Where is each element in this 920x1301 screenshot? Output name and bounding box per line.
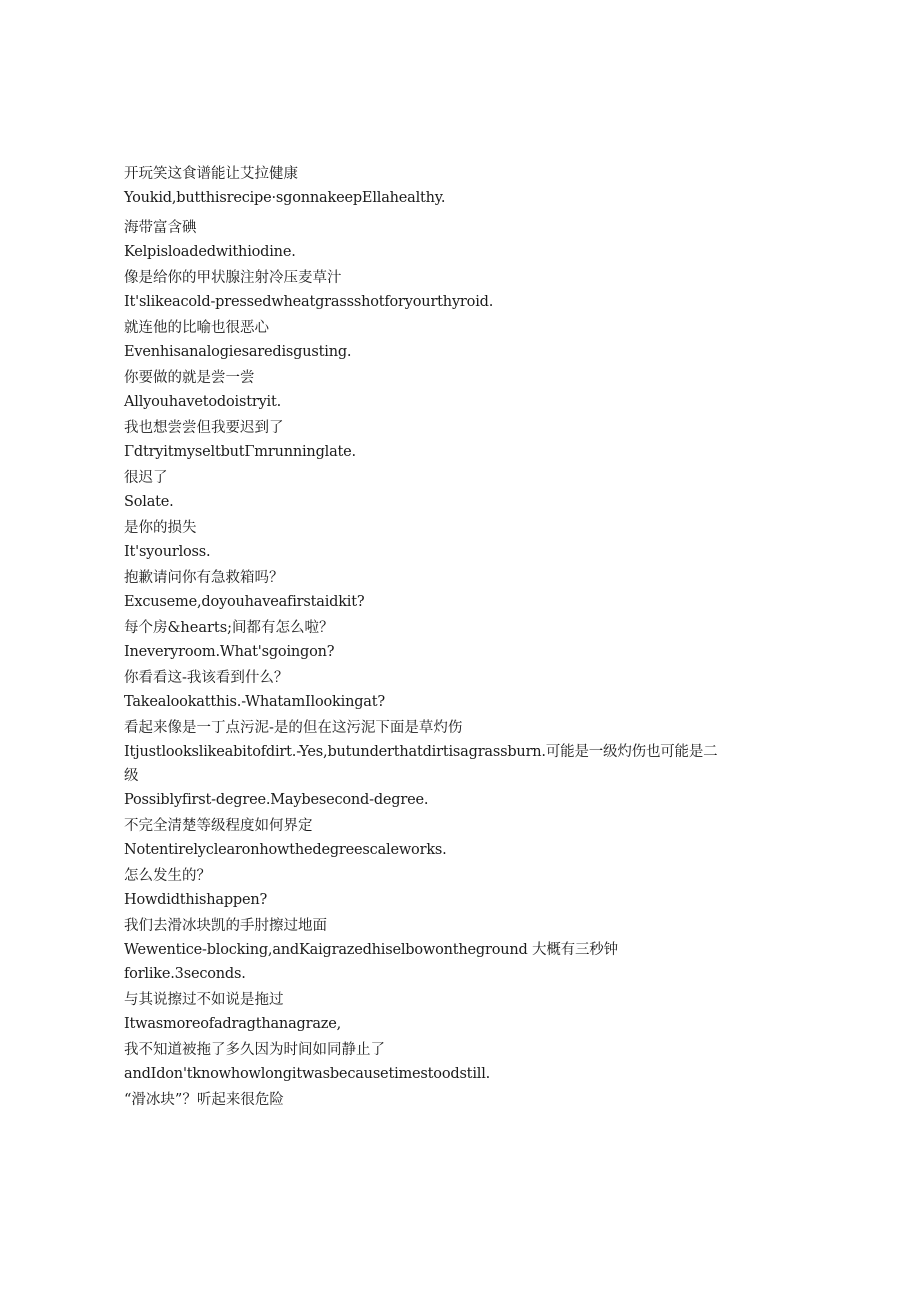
text-line: 每个房&hearts;间都有怎么啦？ xyxy=(124,620,334,636)
text-line: Howdidthishappen? xyxy=(124,892,268,908)
text-line: Allyouhavetodoistryit. xyxy=(124,394,282,410)
text-line: Takealookatthis.-WhatamIlookingat? xyxy=(124,694,385,710)
text-line: 你要做的就是尝一尝 xyxy=(124,370,255,386)
text-line: Itwasmoreofadragthanagraze, xyxy=(124,1016,342,1032)
text-line: Wewentice-blocking,andKaigrazedhiselbowontheground 大概有三秒钟 xyxy=(124,942,618,958)
spacer xyxy=(124,210,724,214)
text-line: forlike.3seconds. xyxy=(124,966,246,982)
text-line: 看起来像是一丁点污泥-是的但在这污泥下面是草灼伤 xyxy=(124,720,463,736)
subtitle-document xyxy=(124,160,724,1112)
text-line: ΓdtryitmyseltbutΓmrunninglate. xyxy=(124,444,356,460)
text-line: 我也想尝尝但我要迟到了 xyxy=(124,420,284,436)
text-line: 就连他的比喻也很恶心 xyxy=(124,320,269,336)
text-line: Notentirelyclearonhowthedegreescaleworks. xyxy=(124,842,447,858)
text-line: Ineveryroom.What'sgoingon? xyxy=(124,644,335,660)
text-line: 开玩笑这食谱能让艾拉健康 xyxy=(124,166,298,182)
text-line: 我们去滑冰块凯的手肘擦过地面 xyxy=(124,918,327,934)
text-line: 很迟了 xyxy=(124,470,168,486)
text-line: Possiblyfirst-degree.Maybesecond-degree. xyxy=(124,792,429,808)
text-line: Itjustlookslikeabitofdirt.-Yes,butunderthatdirtisagrassburn.可能是一级灼伤也可能是二级 xyxy=(124,744,718,784)
text-line: Solate. xyxy=(124,494,174,510)
text-line: 我不知道被拖了多久因为时间如同静止了 xyxy=(124,1042,385,1058)
text-line: Youkid,butthisrecipe·sgonnakeepEllahealthy. xyxy=(124,190,446,206)
text-line: Excuseme,doyouhaveafirstaidkit? xyxy=(124,594,365,610)
text-line: 海带富含碘 xyxy=(124,220,197,236)
text-line: 与其说擦过不如说是拖过 xyxy=(124,992,284,1008)
text-line: Evenhisanalogiesaredisgusting. xyxy=(124,344,352,360)
text-line: 抱歉请问你有急救箱吗？ xyxy=(124,570,284,586)
text-line: “滑冰块”？听起来很危险 xyxy=(124,1092,284,1108)
text-line: It'syourloss. xyxy=(124,544,211,560)
text-line: It'slikeacold-pressedwheatgrassshotforyourthyroid. xyxy=(124,294,494,310)
text-line: 是你的损失 xyxy=(124,520,197,536)
text-line: andIdon'tknowhowlongitwasbecausetimestoodstill. xyxy=(124,1066,491,1082)
text-line: 怎么发生的？ xyxy=(124,868,211,884)
text-line: Kelpisloadedwithiodine. xyxy=(124,244,296,260)
text-line: 你看看这-我该看到什么？ xyxy=(124,670,289,686)
text-line: 不完全清楚等级程度如何界定 xyxy=(124,818,313,834)
text-line: 像是给你的甲状腺注射冷压麦草汁 xyxy=(124,270,342,286)
